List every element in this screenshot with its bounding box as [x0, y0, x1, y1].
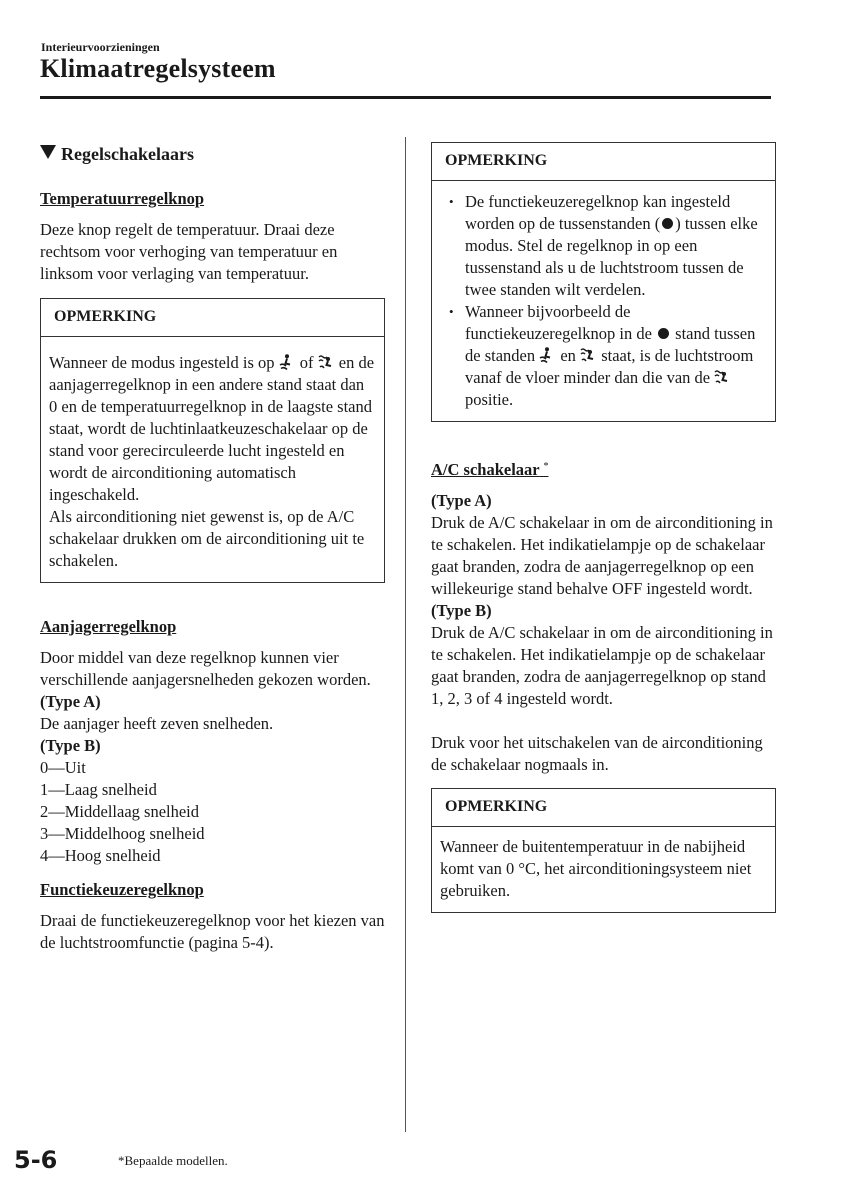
- note-bullet-item: • De functiekeuzeregelknop kan ingesteld worden op de tussenstanden ( ) tussen elke modus. Stel de regelknop in op een tussenstand als u de luchtstroom tussen de twee standen wilt verdelen.: [440, 191, 767, 301]
- page-title: Klimaatregelsysteem: [40, 54, 276, 83]
- fan-speed-item: 1—Laag snelheid: [40, 780, 157, 799]
- right-column: [431, 142, 776, 913]
- fan-speed-item: 2—Middellaag snelheid: [40, 802, 200, 821]
- ac-type-b-label: (Type B): [431, 601, 492, 620]
- footnote: *Bepaalde modellen.: [118, 1153, 228, 1168]
- fan-speed-item: 4—Hoog snelheid: [40, 846, 161, 865]
- note-bullet-list: [440, 191, 767, 411]
- fan-speed-item: 3—Middelhoog snelheid: [40, 824, 205, 843]
- ac-type-b-text: Druk de A/C schakelaar in om de airconditioning in te schakelen. Het indikatielampje op de schakelaar gaat branden, zodra de aanjagerregelknop op stand 1, 2, 3 of 4 ingesteld wordt.: [431, 623, 773, 708]
- note-label: OPMERKING: [41, 299, 384, 337]
- floor-airflow-icon: [279, 354, 296, 370]
- fan-type-b-label: (Type B): [40, 736, 101, 755]
- floor-defroster-airflow-icon: [580, 347, 597, 363]
- function-knob-heading: Functiekeuzeregelknop: [40, 880, 204, 899]
- temperature-knob-text: Deze knop regelt de temperatuur. Draai deze rechtsom voor verhoging van temperatuur en linksom voor verlaging van temperatuur.: [40, 220, 338, 283]
- note-label: OPMERKING: [432, 143, 775, 181]
- ac-type-a-text: Druk de A/C schakelaar in om de airconditioning in te schakelen. Het indikatielampje op de schakelaar gaat branden, zodra de aanjagerregelknop op een willekeurige stand behalve OFF ingesteld wordt.: [431, 513, 773, 598]
- left-column: [40, 142, 385, 954]
- note-text: Wanneer de modus ingesteld is op of en de aanjagerregelknop in een andere stand staat dan 0 en de temperatuurregelknop in de laagste stand staat, wordt de luchtinlaatkeuzeschakelaar op de stand voor gerecirculeerde lucht ingesteld en wordt de airconditioning automatisch ingeschakeld.: [49, 353, 375, 504]
- header-rule: [40, 96, 771, 99]
- note-box-mode: [40, 298, 385, 583]
- fan-knob-heading: Aanjagerregelknop: [40, 617, 177, 636]
- column-divider: [405, 137, 406, 1132]
- triangle-down-icon: [40, 145, 56, 159]
- filled-circle-icon: [658, 328, 669, 339]
- fan-speed-item: 0—Uit: [40, 758, 86, 777]
- filled-circle-icon: [662, 218, 673, 229]
- temperature-knob-heading: Temperatuurregelknop: [40, 189, 205, 208]
- floor-defroster-airflow-icon: [714, 369, 731, 385]
- fan-knob-text: Door middel van deze regelknop kunnen vier verschillende aanjagersnelheden gekozen worden.: [40, 648, 371, 689]
- note-text: Wanneer de buitentemperatuur in de nabijheid komt van 0 °C, het airconditioningsysteem niet gebruiken.: [440, 837, 752, 900]
- ac-switch-heading: A/C schakelaar *: [431, 460, 549, 479]
- note-box-temperature: [431, 788, 776, 913]
- note-label: OPMERKING: [432, 789, 775, 827]
- ac-off-text: Druk voor het uitschakelen van de airconditioning de schakelaar nogmaals in.: [431, 733, 763, 774]
- note-box-intermediate: [431, 142, 776, 422]
- floor-airflow-icon: [539, 347, 556, 363]
- fan-type-a-label: (Type A): [40, 692, 101, 711]
- page-number: 5-6: [14, 1146, 58, 1174]
- note-bullet-item: • Wanneer bijvoorbeeld de functiekeuzeregelknop in de stand tussen de standen en staat, is de luchtstroom vanaf de vloer minder dan die van de positie.: [440, 301, 767, 411]
- section-heading: Regelschakelaars: [40, 142, 385, 166]
- fan-type-a-text: De aanjager heeft zeven snelheden.: [40, 714, 274, 733]
- section-label: Interieurvoorzieningen: [41, 40, 160, 54]
- floor-defroster-airflow-icon: [318, 354, 335, 370]
- note-text-2: Als airconditioning niet gewenst is, op de A/C schakelaar drukken om de airconditioning uit te schakelen.: [49, 507, 365, 570]
- ac-type-a-label: (Type A): [431, 491, 492, 510]
- function-knob-text: Draai de functiekeuzeregelknop voor het kiezen van de luchtstroomfunctie (pagina 5-4).: [40, 911, 385, 952]
